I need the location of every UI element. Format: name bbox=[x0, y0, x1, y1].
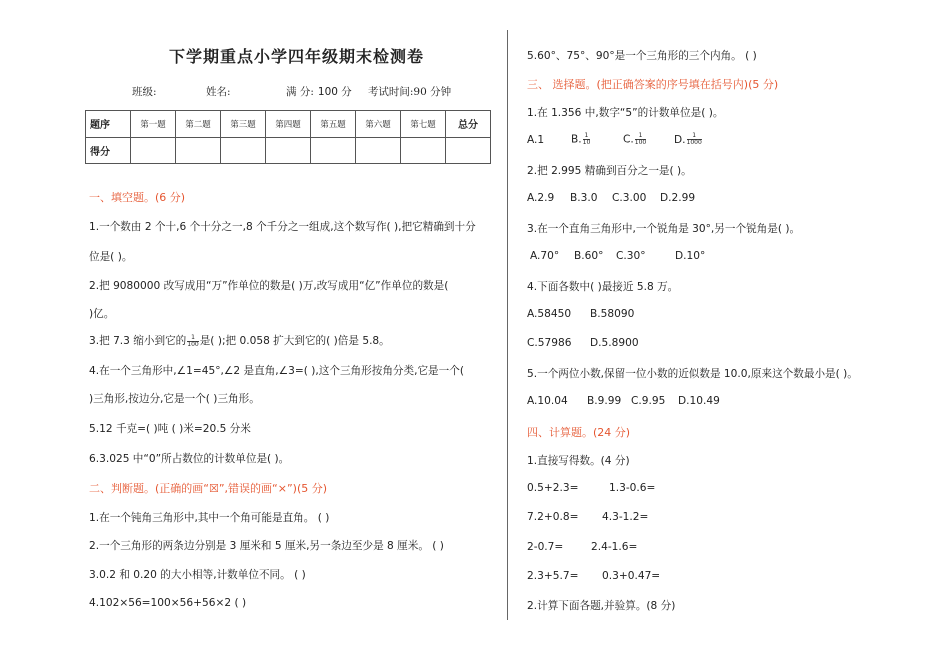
section-true-false: 二、判断题。(正确的画“☒”,错误的画“×”)(5 分) bbox=[89, 482, 328, 495]
choice-option: A.2.9 bbox=[527, 192, 555, 204]
choice-q2-options bbox=[527, 192, 695, 204]
fill-q5: 5.12 千克=( )吨 ( )米=20.5 分米 bbox=[89, 423, 251, 435]
col-header: 第三题 bbox=[221, 111, 266, 138]
fill-q2-line1: 2.把 9080000 改写成用“万”作单位的数是( )万,改写成用“亿”作单位的数是( bbox=[89, 280, 449, 292]
choice-q4-options-2 bbox=[527, 337, 639, 349]
choice-option: B.9.99 bbox=[587, 395, 622, 407]
choice-option: D.10.49 bbox=[678, 395, 720, 407]
col-header: 第四题 bbox=[266, 111, 311, 138]
choice-option: B.60° bbox=[574, 250, 604, 262]
row-label-score: 得分 bbox=[86, 137, 131, 164]
fill-q6: 6.3.025 中“0”所占数位的计数单位是( )。 bbox=[89, 453, 290, 465]
score-cell[interactable] bbox=[131, 137, 176, 164]
score-table-header-row bbox=[86, 111, 491, 138]
choice-q3: 3.在一个直角三角形中,一个锐角是 30°,另一个锐角是( )。 bbox=[527, 223, 801, 235]
col-header: 第一题 bbox=[131, 111, 176, 138]
exam-time: 考试时间:90 分钟 bbox=[367, 86, 452, 98]
col-header: 第六题 bbox=[356, 111, 401, 138]
choice-option: C.30° bbox=[616, 250, 646, 262]
score-cell[interactable] bbox=[176, 137, 221, 164]
choice-q1-option-c: C. $\frac{1}{100}$ bbox=[623, 132, 647, 146]
judge-q5: 5.60°、75°、90°是一个三角形的三个内角。 ( ) bbox=[527, 50, 757, 62]
judge-q2: 2.一个三角形的两条边分别是 3 厘米和 5 厘米,另一条边至少是 8 厘米。 ( ) bbox=[89, 540, 444, 552]
calc-item: 2-0.7= bbox=[527, 541, 564, 553]
calc-item: 7.2+0.8= bbox=[527, 511, 579, 523]
choice-q1-option-a: A.1 bbox=[527, 133, 545, 146]
choice-q4: 4.下面各数中( )最接近 5.8 万。 bbox=[527, 281, 679, 293]
score-cell-total[interactable] bbox=[446, 137, 491, 164]
calc-row bbox=[527, 541, 637, 553]
score-cell[interactable] bbox=[311, 137, 356, 164]
name-label: 姓名: bbox=[206, 86, 231, 98]
score-cell[interactable] bbox=[266, 137, 311, 164]
score-cell[interactable] bbox=[221, 137, 266, 164]
exam-info bbox=[132, 84, 451, 99]
class-label: 班级: bbox=[132, 86, 157, 98]
judge-q4: 4.102×56=100×56+56×2 ( ) bbox=[89, 597, 247, 609]
score-table bbox=[85, 110, 491, 164]
fill-q1-line1: 1.一个数由 2 个十,6 个十分之一,8 个千分之一组成,这个数写作( ),把它精确到十分 bbox=[89, 221, 476, 233]
choice-option: D.2.99 bbox=[660, 192, 696, 204]
choice-option: C.9.95 bbox=[631, 395, 666, 407]
score-cell[interactable] bbox=[356, 137, 401, 164]
calc-item: 1.3-0.6= bbox=[609, 482, 656, 494]
row-label-question: 题序 bbox=[86, 111, 131, 138]
choice-option: B.58090 bbox=[590, 308, 635, 320]
calc-part1-title: 1.直接写得数。(4 分) bbox=[527, 455, 630, 467]
calc-item: 4.3-1.2= bbox=[602, 511, 649, 523]
choice-option: D.10° bbox=[675, 250, 706, 262]
fill-q3 bbox=[89, 333, 390, 348]
choice-q2: 2.把 2.995 精确到百分之一是( )。 bbox=[527, 165, 692, 177]
score-table-score-row bbox=[86, 137, 491, 164]
calc-row bbox=[527, 482, 655, 494]
full-score-value: 100 分 bbox=[317, 86, 352, 98]
choice-option: C.3.00 bbox=[612, 192, 647, 204]
full-score-label: 满 分: bbox=[286, 86, 314, 98]
choice-q1: 1.在 1.356 中,数字“5”的计数单位是( )。 bbox=[527, 107, 724, 119]
col-header: 第五题 bbox=[311, 111, 356, 138]
calc-item: 0.5+2.3= bbox=[527, 482, 579, 494]
calc-item: 0.3+0.47= bbox=[602, 570, 661, 582]
choice-q1-options bbox=[527, 133, 703, 146]
choice-q4-options-1 bbox=[527, 308, 634, 320]
choice-q1-option-b: B. $\frac{1}{10}$ bbox=[571, 132, 591, 146]
choice-option: A.10.04 bbox=[527, 395, 568, 407]
calc-row bbox=[527, 570, 660, 582]
fill-q2-line2: )亿。 bbox=[89, 308, 115, 320]
calc-row bbox=[527, 511, 648, 523]
fill-q4-line2: )三角形,按边分,它是一个( )三角形。 bbox=[89, 393, 260, 405]
col-header: 第二题 bbox=[176, 111, 221, 138]
fill-q1-line2: 位是( )。 bbox=[89, 251, 133, 263]
col-header: 第七题 bbox=[401, 111, 446, 138]
choice-q1-option-d: D. $\frac{1}{1000}$ bbox=[674, 132, 702, 146]
calc-item: 2.3+5.7= bbox=[527, 570, 579, 582]
judge-q3: 3.0.2 和 0.20 的大小相等,计数单位不同。 ( ) bbox=[89, 569, 306, 581]
choice-option: C.57986 bbox=[527, 337, 572, 349]
score-cell[interactable] bbox=[401, 137, 446, 164]
fill-q3-post: 是( );把 0.058 扩大到它的( )倍是 5.8。 bbox=[199, 335, 390, 347]
choice-option: A.58450 bbox=[527, 308, 572, 320]
page-title: 下学期重点小学四年级期末检测卷 bbox=[169, 47, 425, 66]
choice-option: A.70° bbox=[530, 250, 560, 262]
calc-item: 2.4-1.6= bbox=[591, 541, 638, 553]
choice-option: D.5.8900 bbox=[590, 337, 639, 349]
section-multiple-choice: 三、 选择题。(把正确答案的序号填在括号内)(5 分) bbox=[527, 78, 779, 91]
calc-part2-title: 2.计算下面各题,并验算。(8 分) bbox=[527, 600, 676, 612]
fraction-one-hundredth: $\frac{1}{100}$ bbox=[187, 333, 199, 348]
fill-q3-pre: 3.把 7.3 缩小到它的 bbox=[89, 335, 187, 347]
column-divider bbox=[507, 30, 508, 620]
judge-q1: 1.在一个钝角三角形中,其中一个角可能是直角。 ( ) bbox=[89, 512, 330, 524]
section-calculation: 四、计算题。(24 分) bbox=[527, 426, 631, 439]
col-header-total: 总分 bbox=[446, 111, 491, 138]
choice-q5: 5.一个两位小数,保留一位小数的近似数是 10.0,原来这个数最小是( )。 bbox=[527, 368, 858, 380]
choice-option: B.3.0 bbox=[570, 192, 598, 204]
choice-q3-options bbox=[530, 250, 705, 262]
section-fill-blank: 一、填空题。(6 分) bbox=[89, 191, 186, 204]
choice-q5-options bbox=[527, 395, 720, 407]
fill-q4-line1: 4.在一个三角形中,∠1=45°,∠2 是直角,∠3=( ),这个三角形按角分类,它是一个( bbox=[89, 365, 464, 377]
